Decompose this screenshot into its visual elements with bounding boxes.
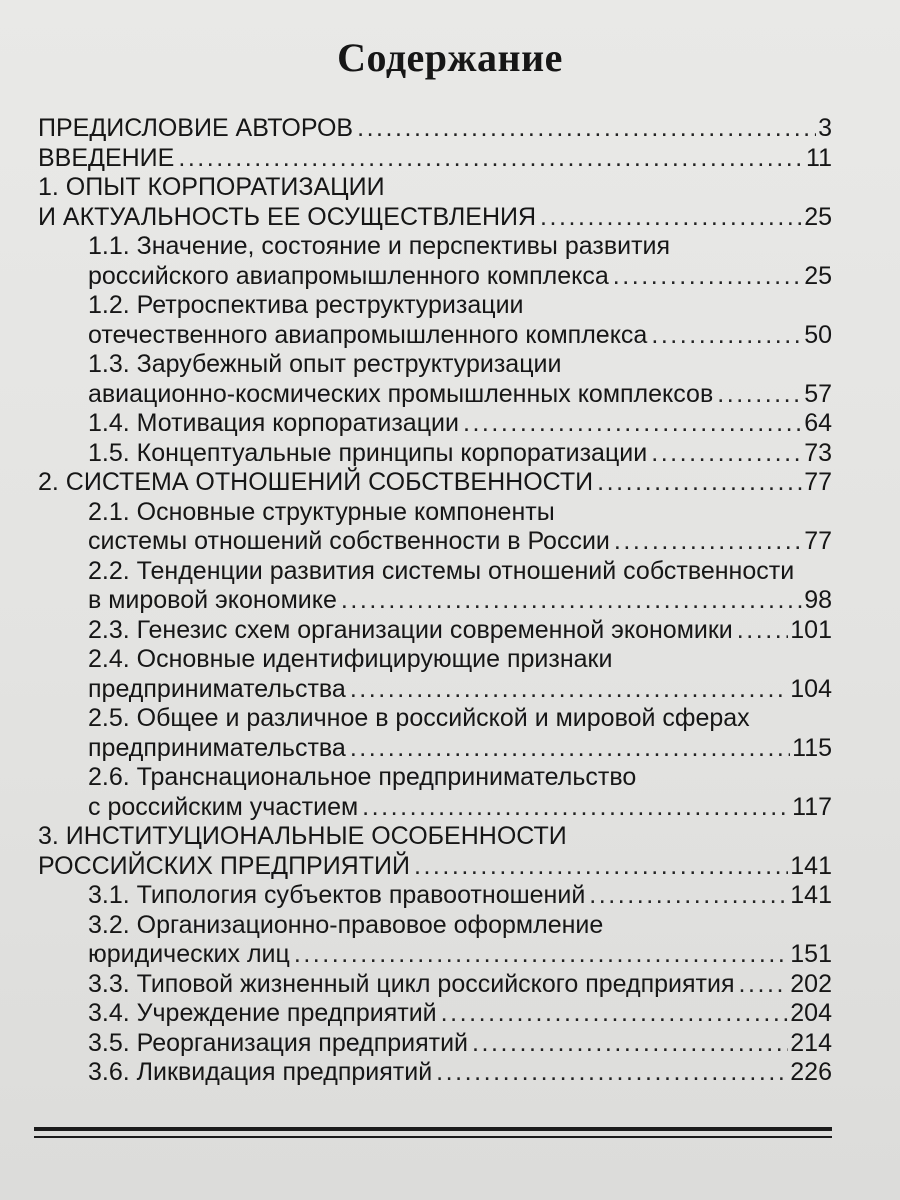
- toc-entry: [88, 970, 832, 1000]
- toc-entry-title-line: 3.5. Реорганизация предприятий: [88, 1028, 469, 1057]
- toc-page-number: 101: [790, 615, 832, 644]
- toc-page-number: 50: [804, 320, 832, 349]
- toc-page-number: 151: [790, 940, 832, 968]
- toc-page-number: 25: [804, 261, 832, 290]
- toc-entry-title-line: И АКТУАЛЬНОСТЬ ЕЕ ОСУЩЕСТВЛЕНИЯ: [38, 202, 537, 231]
- toc-page-number: 11: [806, 143, 832, 172]
- toc-entry-title-line: 1.3. Зарубежный опыт реструктуризации: [88, 350, 562, 378]
- toc-entry-title-line: российского авиапромышленного комплекса: [88, 261, 609, 290]
- toc-entry: [88, 704, 832, 763]
- toc-entry-title-line: 2.5. Общее и различное в российской и мировой сферах: [88, 704, 750, 732]
- bottom-rule-thick: [34, 1127, 832, 1131]
- toc-page-number: 25: [804, 202, 832, 231]
- dot-leader: [651, 321, 802, 351]
- dot-leader: [178, 144, 804, 174]
- toc-entry: [88, 881, 832, 911]
- toc-entry-title-line: предпринимательства: [88, 674, 346, 703]
- dot-leader: [651, 439, 802, 469]
- toc-entry: [38, 822, 832, 881]
- toc-entry-title-line: ВВЕДЕНИЕ: [38, 143, 175, 172]
- dot-leader: [597, 468, 802, 498]
- dot-leader: [362, 793, 790, 823]
- toc-entry-title-line: в мировой экономике: [88, 586, 337, 614]
- bottom-rule-thin: [34, 1136, 832, 1138]
- toc-entry-title-line: 1.4. Мотивация корпоратизации: [88, 409, 459, 437]
- dot-leader: [614, 527, 802, 557]
- dot-leader: [294, 940, 788, 970]
- dot-leader: [414, 852, 788, 882]
- toc-entry-title-line: 3.6. Ликвидация предприятий: [88, 1058, 433, 1086]
- toc-entry: [88, 291, 832, 350]
- toc-entry: [88, 409, 832, 439]
- toc-entry: [88, 645, 832, 704]
- toc-page-number: 226: [790, 1058, 832, 1086]
- dot-leader: [463, 409, 802, 439]
- toc-page-number: 141: [790, 851, 832, 880]
- toc-page-number: 77: [804, 468, 832, 496]
- toc-entry: [88, 999, 832, 1029]
- toc-entry-title-line: авиационно-космических промышленных комплексов: [88, 379, 714, 408]
- toc-entry-title-line: с российским участием: [88, 792, 359, 821]
- dot-leader: [717, 380, 802, 410]
- toc-entry-title-line: 3.1. Типология субъектов правоотношений: [88, 881, 586, 909]
- toc-page-number: 57: [804, 379, 832, 408]
- toc-entry-title-line: 2.2. Тенденции развития системы отношений собственности: [88, 556, 795, 585]
- toc-page-number: 117: [792, 792, 832, 821]
- toc-entry: [88, 557, 832, 616]
- toc-entry-title-line: 2.4. Основные идентифицирующие признаки: [88, 645, 613, 673]
- toc-page-number: 202: [790, 969, 832, 998]
- toc-entry-title-line: системы отношений собственности в России: [88, 527, 610, 555]
- dot-leader: [441, 999, 789, 1029]
- toc-entry: [88, 616, 832, 646]
- dot-leader: [737, 616, 789, 646]
- toc-page-number: 141: [790, 881, 832, 909]
- toc-entry-title-line: ПРЕДИСЛОВИЕ АВТОРОВ: [38, 114, 354, 142]
- toc-entry: [88, 1058, 832, 1088]
- toc-entry: [38, 114, 832, 144]
- toc-entry: [88, 763, 832, 822]
- toc-entry-title-line: 1.5. Концептуальные принципы корпоратизации: [88, 438, 648, 467]
- toc-entry-title-line: 2.1. Основные структурные компоненты: [88, 497, 555, 526]
- toc-entry-title-line: 1. ОПЫТ КОРПОРАТИЗАЦИИ: [38, 173, 385, 201]
- toc-entry-title-line: 3.4. Учреждение предприятий: [88, 999, 437, 1027]
- dot-leader: [589, 881, 788, 911]
- toc-entry-title-line: юридических лиц: [88, 940, 290, 968]
- toc-entry: [88, 911, 832, 970]
- toc-entry-title-line: 1.1. Значение, состояние и перспективы развития: [88, 232, 671, 260]
- toc-entry-title-line: 2.6. Транснациональное предпринимательство: [88, 763, 637, 791]
- dot-leader: [436, 1058, 788, 1088]
- dot-leader: [540, 203, 802, 233]
- toc-page-number: 214: [790, 1028, 832, 1057]
- toc-page-number: 204: [790, 999, 832, 1027]
- toc-entry: [88, 439, 832, 469]
- dot-leader: [357, 114, 816, 144]
- dot-leader: [613, 262, 802, 292]
- toc-page-number: 3: [818, 114, 832, 142]
- toc-entry-title-line: 2.3. Генезис схем организации современной экономики: [88, 615, 733, 644]
- toc-entry: [88, 1029, 832, 1059]
- toc-page-number: 104: [790, 674, 832, 703]
- toc-entry-title-line: 3. ИНСТИТУЦИОНАЛЬНЫЕ ОСОБЕННОСТИ: [38, 822, 567, 850]
- toc-entry: [38, 468, 832, 498]
- toc-entry: [38, 173, 832, 232]
- toc-entry-title-line: 2. СИСТЕМА ОТНОШЕНИЙ СОБСТВЕННОСТИ: [38, 468, 594, 496]
- dot-leader: [738, 970, 788, 1000]
- dot-leader: [472, 1029, 788, 1059]
- toc-entry-title-line: 3.2. Организационно-правовое оформление: [88, 910, 604, 939]
- toc-entry: [88, 350, 832, 409]
- dot-leader: [350, 734, 790, 764]
- toc-entry: [88, 498, 832, 557]
- toc-page-number: 98: [804, 586, 832, 614]
- dot-leader: [350, 675, 788, 705]
- table-of-contents: [38, 114, 832, 1088]
- toc-page-number: 115: [792, 733, 832, 762]
- toc-page-number: 77: [804, 527, 832, 555]
- page-title: Содержание: [337, 35, 563, 80]
- toc-entry-title-line: отечественного авиапромышленного комплекса: [88, 320, 648, 349]
- toc-entry-title-line: 3.3. Типовой жизненный цикл российского предприятия: [88, 969, 735, 998]
- toc-entry-title-line: предпринимательства: [88, 733, 346, 762]
- toc-page-number: 73: [804, 438, 832, 467]
- toc-entry-title-line: 1.2. Ретроспектива реструктуризации: [88, 291, 524, 319]
- dot-leader: [341, 586, 802, 616]
- toc-entry: [38, 144, 832, 174]
- toc-entry: [88, 232, 832, 291]
- toc-page-number: 64: [804, 409, 832, 437]
- toc-entry-title-line: РОССИЙСКИХ ПРЕДПРИЯТИЙ: [38, 851, 410, 880]
